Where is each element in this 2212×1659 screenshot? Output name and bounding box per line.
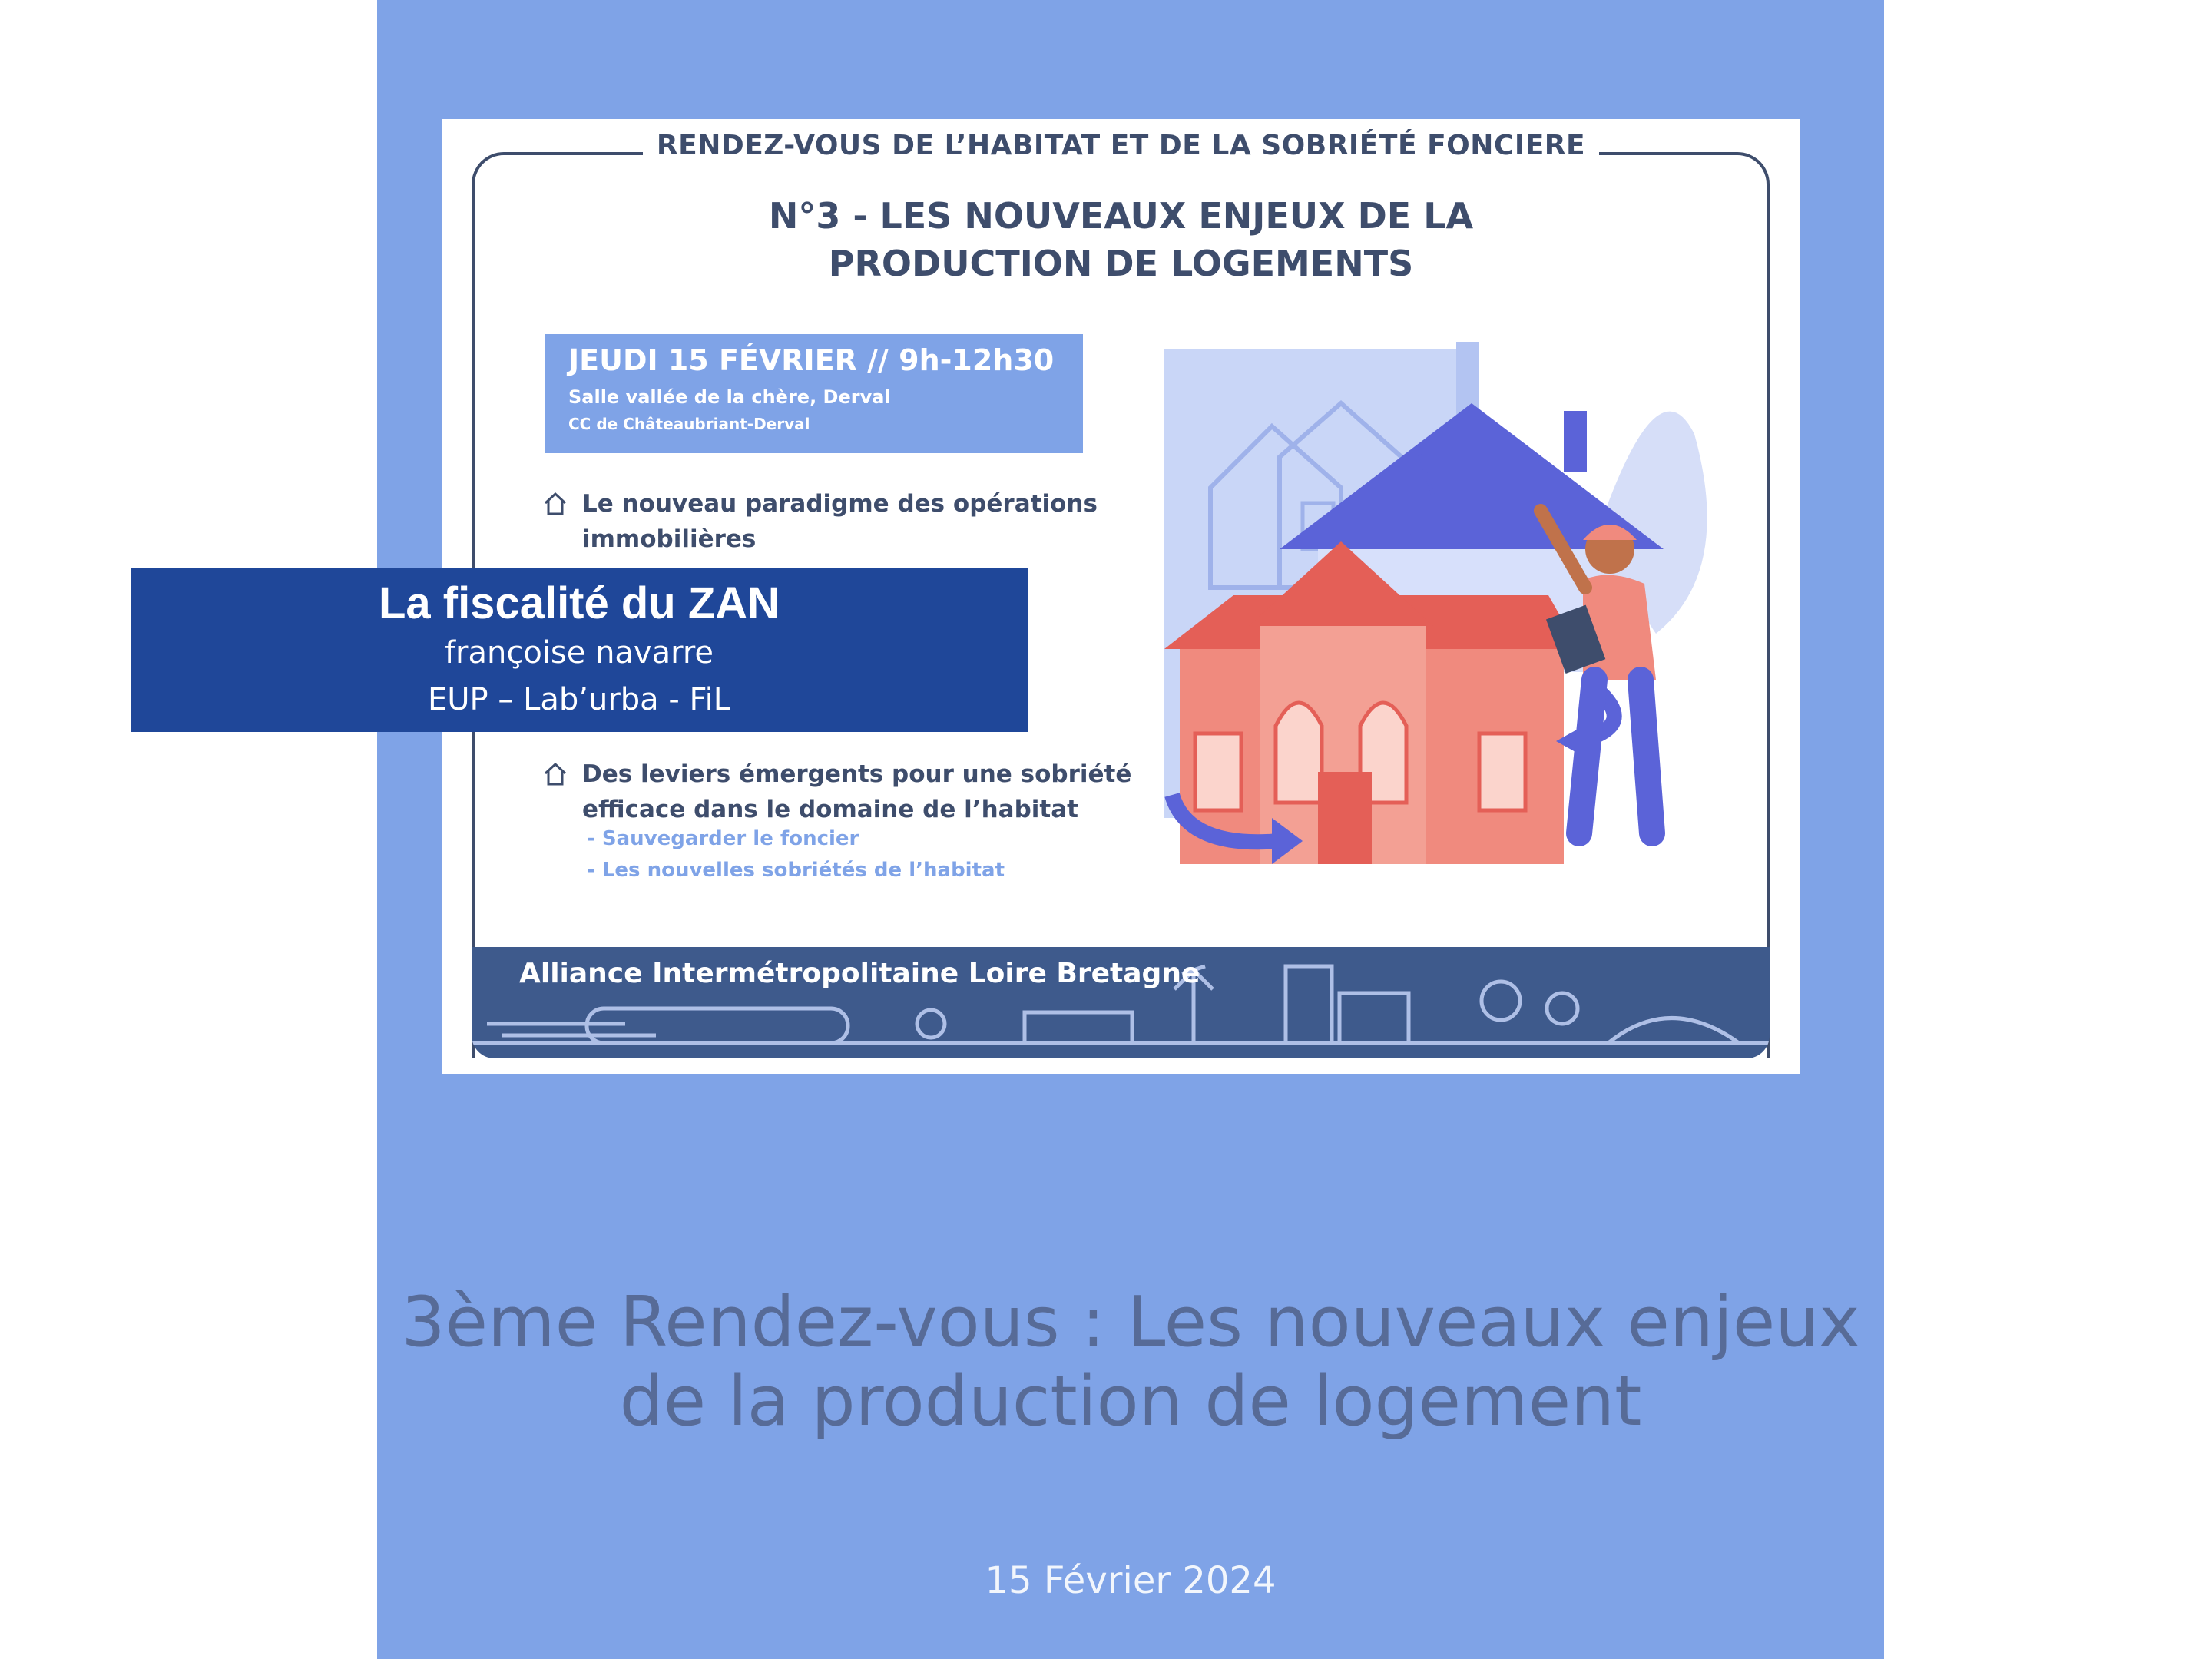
- presenter-affiliation: EUP – Lab’urba - FiL: [427, 682, 731, 717]
- poster-title-line2: PRODUCTION DE LOGEMENTS: [828, 243, 1414, 284]
- bullet-text: Des leviers émergents pour une sobriété efficace dans le domaine de l’habitat: [582, 760, 1132, 823]
- poster-kicker: [442, 130, 1800, 161]
- bullet-text: Le nouveau paradigme des opérations immobilières: [582, 490, 1098, 553]
- poster-footer: [472, 947, 1770, 1058]
- illustration-house: [1164, 342, 1740, 910]
- event-title: 3ème Rendez-vous : Les nouveaux enjeux de la production de logement: [401, 1282, 1860, 1442]
- presentation-overlay: [131, 568, 1028, 732]
- date-box: [545, 334, 1083, 453]
- footer-text: Alliance Intermétropolitaine Loire Bretagne: [519, 958, 1200, 989]
- poster-title-line1: N°3 - LES NOUVEAUX ENJEUX DE LA: [768, 195, 1474, 237]
- sub-item: - Sauvegarder le foncier: [587, 827, 859, 850]
- date-time: JEUDI 15 FÉVRIER // 9h-12h30: [568, 343, 1055, 377]
- house-bullet-icon: [542, 491, 568, 517]
- poster-kicker-text: RENDEZ-VOUS DE L’HABITAT ET DE LA SOBRIÉTÉ FONCIERE: [643, 130, 1599, 161]
- house-bullet-icon: [542, 761, 568, 787]
- sub-item: - Les nouvelles sobriétés de l’habitat: [587, 859, 1005, 882]
- bullet-item: [542, 486, 1157, 563]
- poster-title: [442, 192, 1800, 287]
- event-date: 15 Février 2024: [985, 1559, 1277, 1602]
- bullet-item: [542, 757, 1157, 833]
- presentation-title: La fiscalité du ZAN: [378, 578, 780, 628]
- community: CC de Châteaubriant-Derval: [568, 415, 810, 433]
- venue: Salle vallée de la chère, Derval: [568, 386, 891, 408]
- presenter-name: françoise navarre: [444, 635, 714, 671]
